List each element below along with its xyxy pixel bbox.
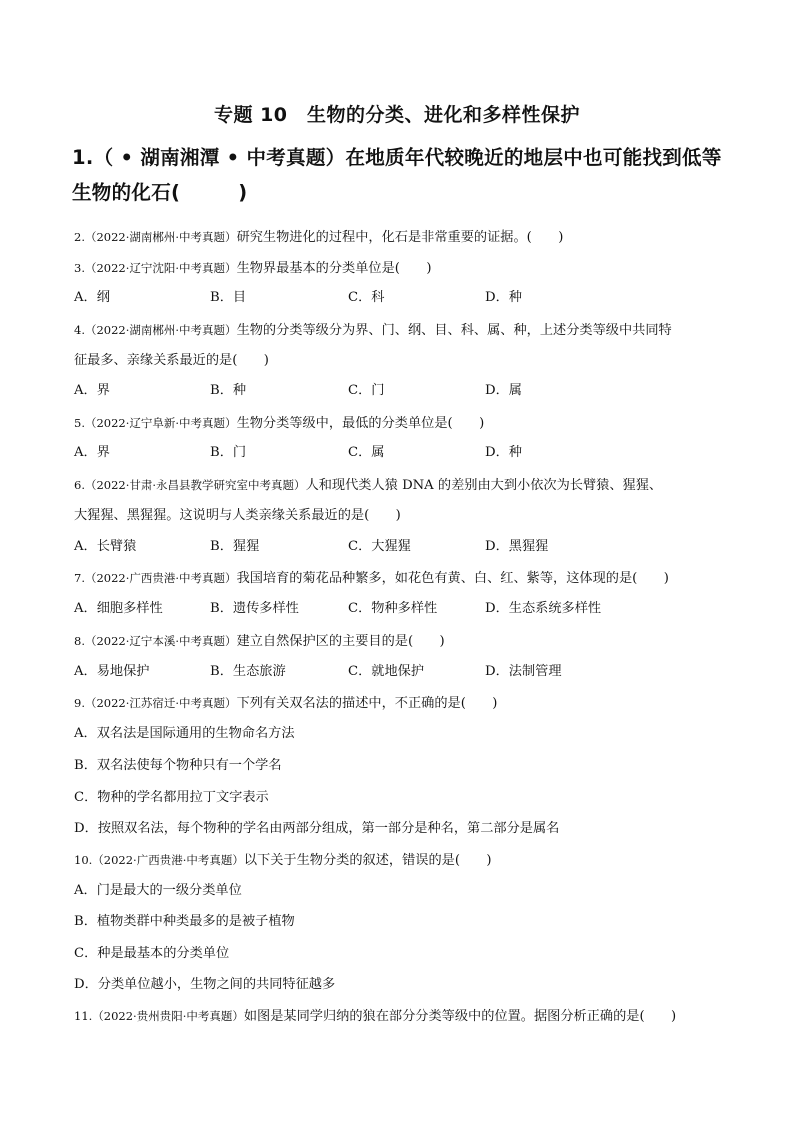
option-a: A．易地保护 bbox=[74, 664, 150, 679]
question-4 bbox=[74, 320, 734, 341]
question-9-text: 下列有关双名法的描述中，不正确的是( ) bbox=[236, 696, 498, 711]
question-9-option-a: A．双名法是国际通用的生物命名方法 bbox=[74, 726, 295, 741]
option-a: A．纲 bbox=[74, 290, 110, 305]
option-b: B．猩猩 bbox=[210, 539, 260, 554]
option-c: C．科 bbox=[348, 290, 385, 305]
question-2 bbox=[74, 227, 734, 248]
option-d: D．黑猩猩 bbox=[485, 539, 549, 554]
question-4-options bbox=[74, 381, 734, 401]
question-11 bbox=[74, 1006, 734, 1027]
option-d: D．法制管理 bbox=[485, 664, 562, 679]
question-10 bbox=[74, 850, 734, 871]
question-1 bbox=[72, 140, 732, 210]
question-8-source: 8.（2022·辽宁本溪·中考真题） bbox=[74, 634, 237, 648]
option-d: D．属 bbox=[485, 383, 522, 398]
question-5 bbox=[74, 413, 734, 434]
question-5-options bbox=[74, 443, 734, 463]
question-6-source: 6.（2022·甘肃·永昌县教学研究室中考真题） bbox=[74, 478, 306, 492]
question-8-text: 建立自然保护区的主要目的是( ) bbox=[236, 634, 445, 649]
option-b: B．门 bbox=[210, 445, 247, 460]
option-b: B．生态旅游 bbox=[210, 664, 286, 679]
question-10-option-b: B．植物类群中种类最多的是被子植物 bbox=[74, 914, 295, 929]
question-1-text: 1.（ • 湖南湘潭 • 中考真题）在地质年代较晚近的地层中也可能找到低等生物的化石( bbox=[72, 146, 722, 204]
option-c: C．物种多样性 bbox=[348, 601, 438, 616]
option-b: B．种 bbox=[210, 383, 247, 398]
question-10-option-c: C．种是最基本的分类单位 bbox=[74, 946, 230, 961]
question-1-close: ) bbox=[238, 181, 248, 204]
question-11-text: 如图是某同学归纳的狼在部分分类等级中的位置。据图分析正确的是( ) bbox=[243, 1009, 677, 1024]
option-a: A．细胞多样性 bbox=[74, 601, 163, 616]
option-d: D．种 bbox=[485, 445, 522, 460]
question-9-source: 9.（2022·江苏宿迁·中考真题） bbox=[74, 696, 237, 710]
question-9-option-c: C．物种的学名都用拉丁文字表示 bbox=[74, 790, 269, 805]
option-c: C．大猩猩 bbox=[348, 539, 411, 554]
option-c: C．属 bbox=[348, 445, 385, 460]
question-10-source: 10.（2022·广西贵港·中考真题） bbox=[74, 853, 244, 867]
option-b: B．目 bbox=[210, 290, 247, 305]
question-6 bbox=[74, 475, 734, 496]
option-d: D．种 bbox=[485, 290, 522, 305]
question-6-options bbox=[74, 537, 734, 557]
question-5-text: 生物分类等级中，最低的分类单位是( ) bbox=[236, 416, 485, 431]
question-6-line-2: 大猩猩、黑猩猩。这说明与人类亲缘关系最近的是( ) bbox=[74, 508, 401, 523]
page-title: 专题 10 生物的分类、进化和多样性保护 bbox=[213, 104, 581, 126]
question-6-text: 人和现代类人猿 DNA 的差别由大到小依次为长臂猿、猩猩、 bbox=[305, 478, 663, 493]
option-c: C．就地保护 bbox=[348, 664, 425, 679]
question-4-text: 生物的分类等级分为界、门、纲、目、科、属、种，上述分类等级中共同特 bbox=[236, 323, 672, 338]
option-a: A．长臂猿 bbox=[74, 539, 137, 554]
question-9-option-d: D．按照双名法，每个物种的学名由两部分组成，第一部分是种名，第二部分是属名 bbox=[74, 821, 560, 836]
question-5-source: 5.（2022·辽宁阜新·中考真题） bbox=[74, 416, 237, 430]
question-7 bbox=[74, 568, 734, 589]
option-b: B．遗传多样性 bbox=[210, 601, 299, 616]
question-11-source: 11.（2022·贵州贵阳·中考真题） bbox=[74, 1009, 244, 1023]
question-3 bbox=[74, 258, 734, 279]
question-2-text: 研究生物进化的过程中，化石是非常重要的证据。( ) bbox=[236, 230, 564, 245]
question-7-source: 7.（2022·广西贵港·中考真题） bbox=[74, 571, 237, 585]
question-2-source: 2.（2022·湖南郴州·中考真题） bbox=[74, 230, 237, 244]
option-c: C．门 bbox=[348, 383, 385, 398]
question-4-source: 4.（2022·湖南郴州·中考真题） bbox=[74, 323, 237, 337]
question-7-options bbox=[74, 599, 734, 619]
question-3-text: 生物界最基本的分类单位是( ) bbox=[236, 261, 432, 276]
question-8 bbox=[74, 631, 734, 652]
option-a: A．界 bbox=[74, 383, 110, 398]
question-9-option-b: B．双名法使每个物种只有一个学名 bbox=[74, 758, 282, 773]
question-3-source: 3.（2022·辽宁沈阳·中考真题） bbox=[74, 261, 237, 275]
question-3-options bbox=[74, 288, 734, 308]
question-10-option-d: D．分类单位越小，生物之间的共同特征越多 bbox=[74, 977, 336, 992]
question-10-text: 以下关于生物分类的叙述，错误的是( ) bbox=[243, 853, 492, 868]
question-8-options bbox=[74, 662, 734, 682]
question-10-option-a: A．门是最大的一级分类单位 bbox=[74, 883, 242, 898]
option-a: A．界 bbox=[74, 445, 110, 460]
question-4-line-2: 征最多、亲缘关系最近的是( ) bbox=[74, 353, 269, 368]
option-d: D．生态系统多样性 bbox=[485, 601, 602, 616]
question-7-text: 我国培育的菊花品种繁多，如花色有黄、白、红、紫等，这体现的是( ) bbox=[236, 571, 669, 586]
question-9 bbox=[74, 693, 734, 714]
